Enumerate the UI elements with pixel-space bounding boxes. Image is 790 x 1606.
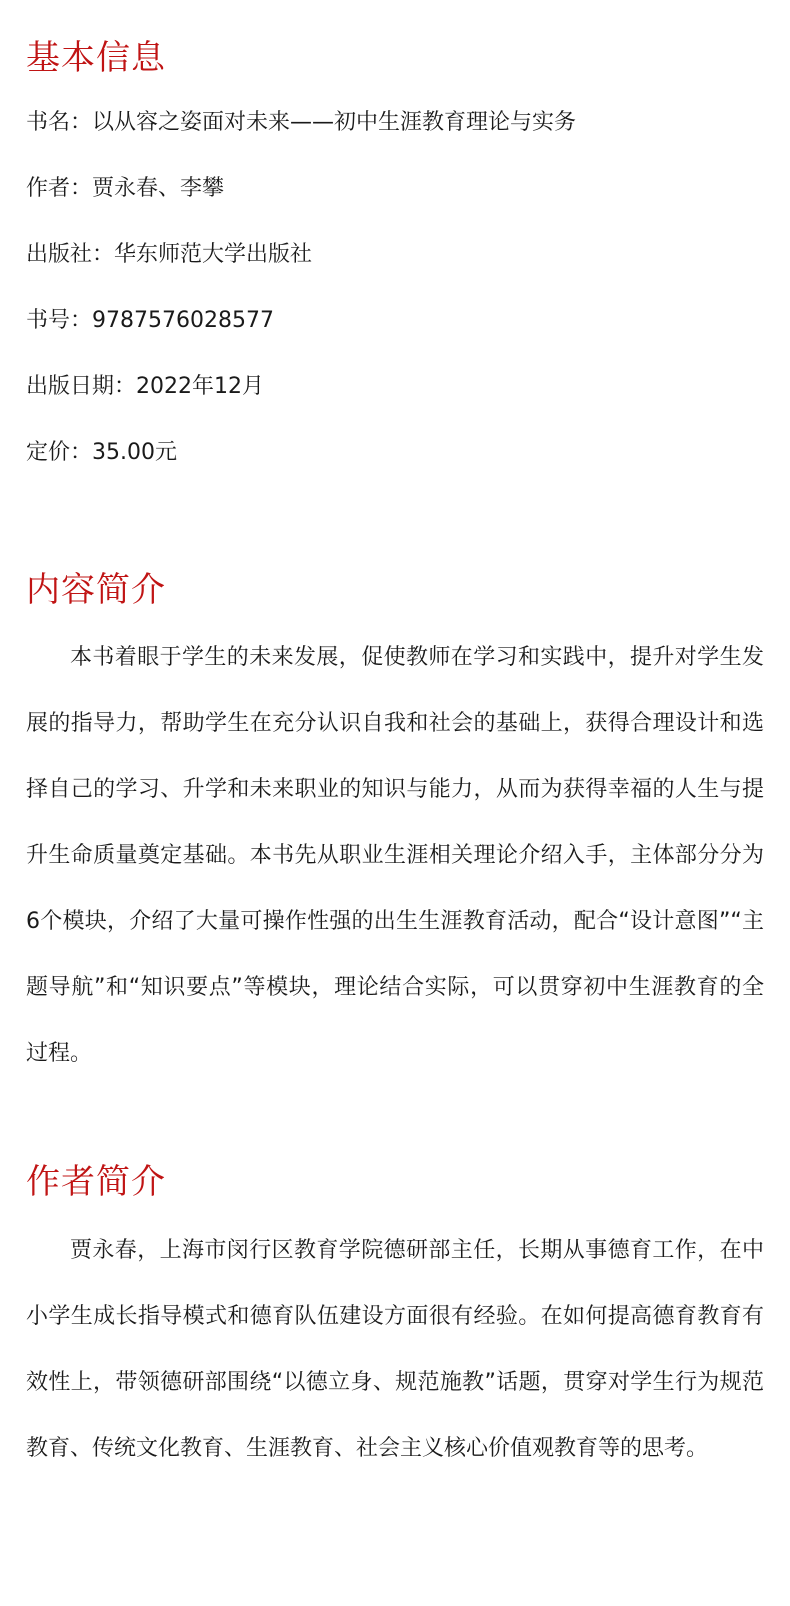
section-title-author-intro: 作者简介 xyxy=(26,1162,166,1202)
section-title-content-intro: 内容简介 xyxy=(26,570,166,610)
info-authors: 作者：贾永春、李攀 xyxy=(26,176,225,201)
section-title-basic-info: 基本信息 xyxy=(26,38,166,78)
basic-info-list xyxy=(26,108,576,504)
content-intro-paragraph: 本书着眼于学生的未来发展，促使教师在学习和实践中，提升对学生发展的指导力，帮助学生在充分认识自我和社会的基础上，获得合理设计和选择自己的学习、升学和未来职业的知识与能力，从而为获得幸福的人生与提升生命质量奠定基础。本书先从职业生涯相关理论介绍入手，主体部分分为6个模块，介绍了大量可操作性强的出生生涯教育活动，配合“设计意图”“主题导航”和“知识要点”等模块，理论结合实际，可以贯穿初中生涯教育的全过程。 xyxy=(26,645,764,1066)
info-publish-date: 出版日期：2022年12月 xyxy=(26,374,264,399)
info-price: 定价：35.00元 xyxy=(26,440,177,465)
info-isbn: 书号：9787576028577 xyxy=(26,308,274,333)
author-intro-paragraph: 贾永春，上海市闵行区教育学院德研部主任，长期从事德育工作，在中小学生成长指导模式和德育队伍建设方面很有经验。在如何提高德育教育有效性上，带领德研部围绕“以德立身、规范施教”话题，贯穿对学生行为规范教育、传统文化教育、生涯教育、社会主义核心价值观教育等的思考。 xyxy=(26,1238,764,1461)
info-book-title: 书名：以从容之姿面对未来——初中生涯教育理论与实务 xyxy=(26,110,577,135)
info-publisher: 出版社：华东师范大学出版社 xyxy=(26,242,313,267)
